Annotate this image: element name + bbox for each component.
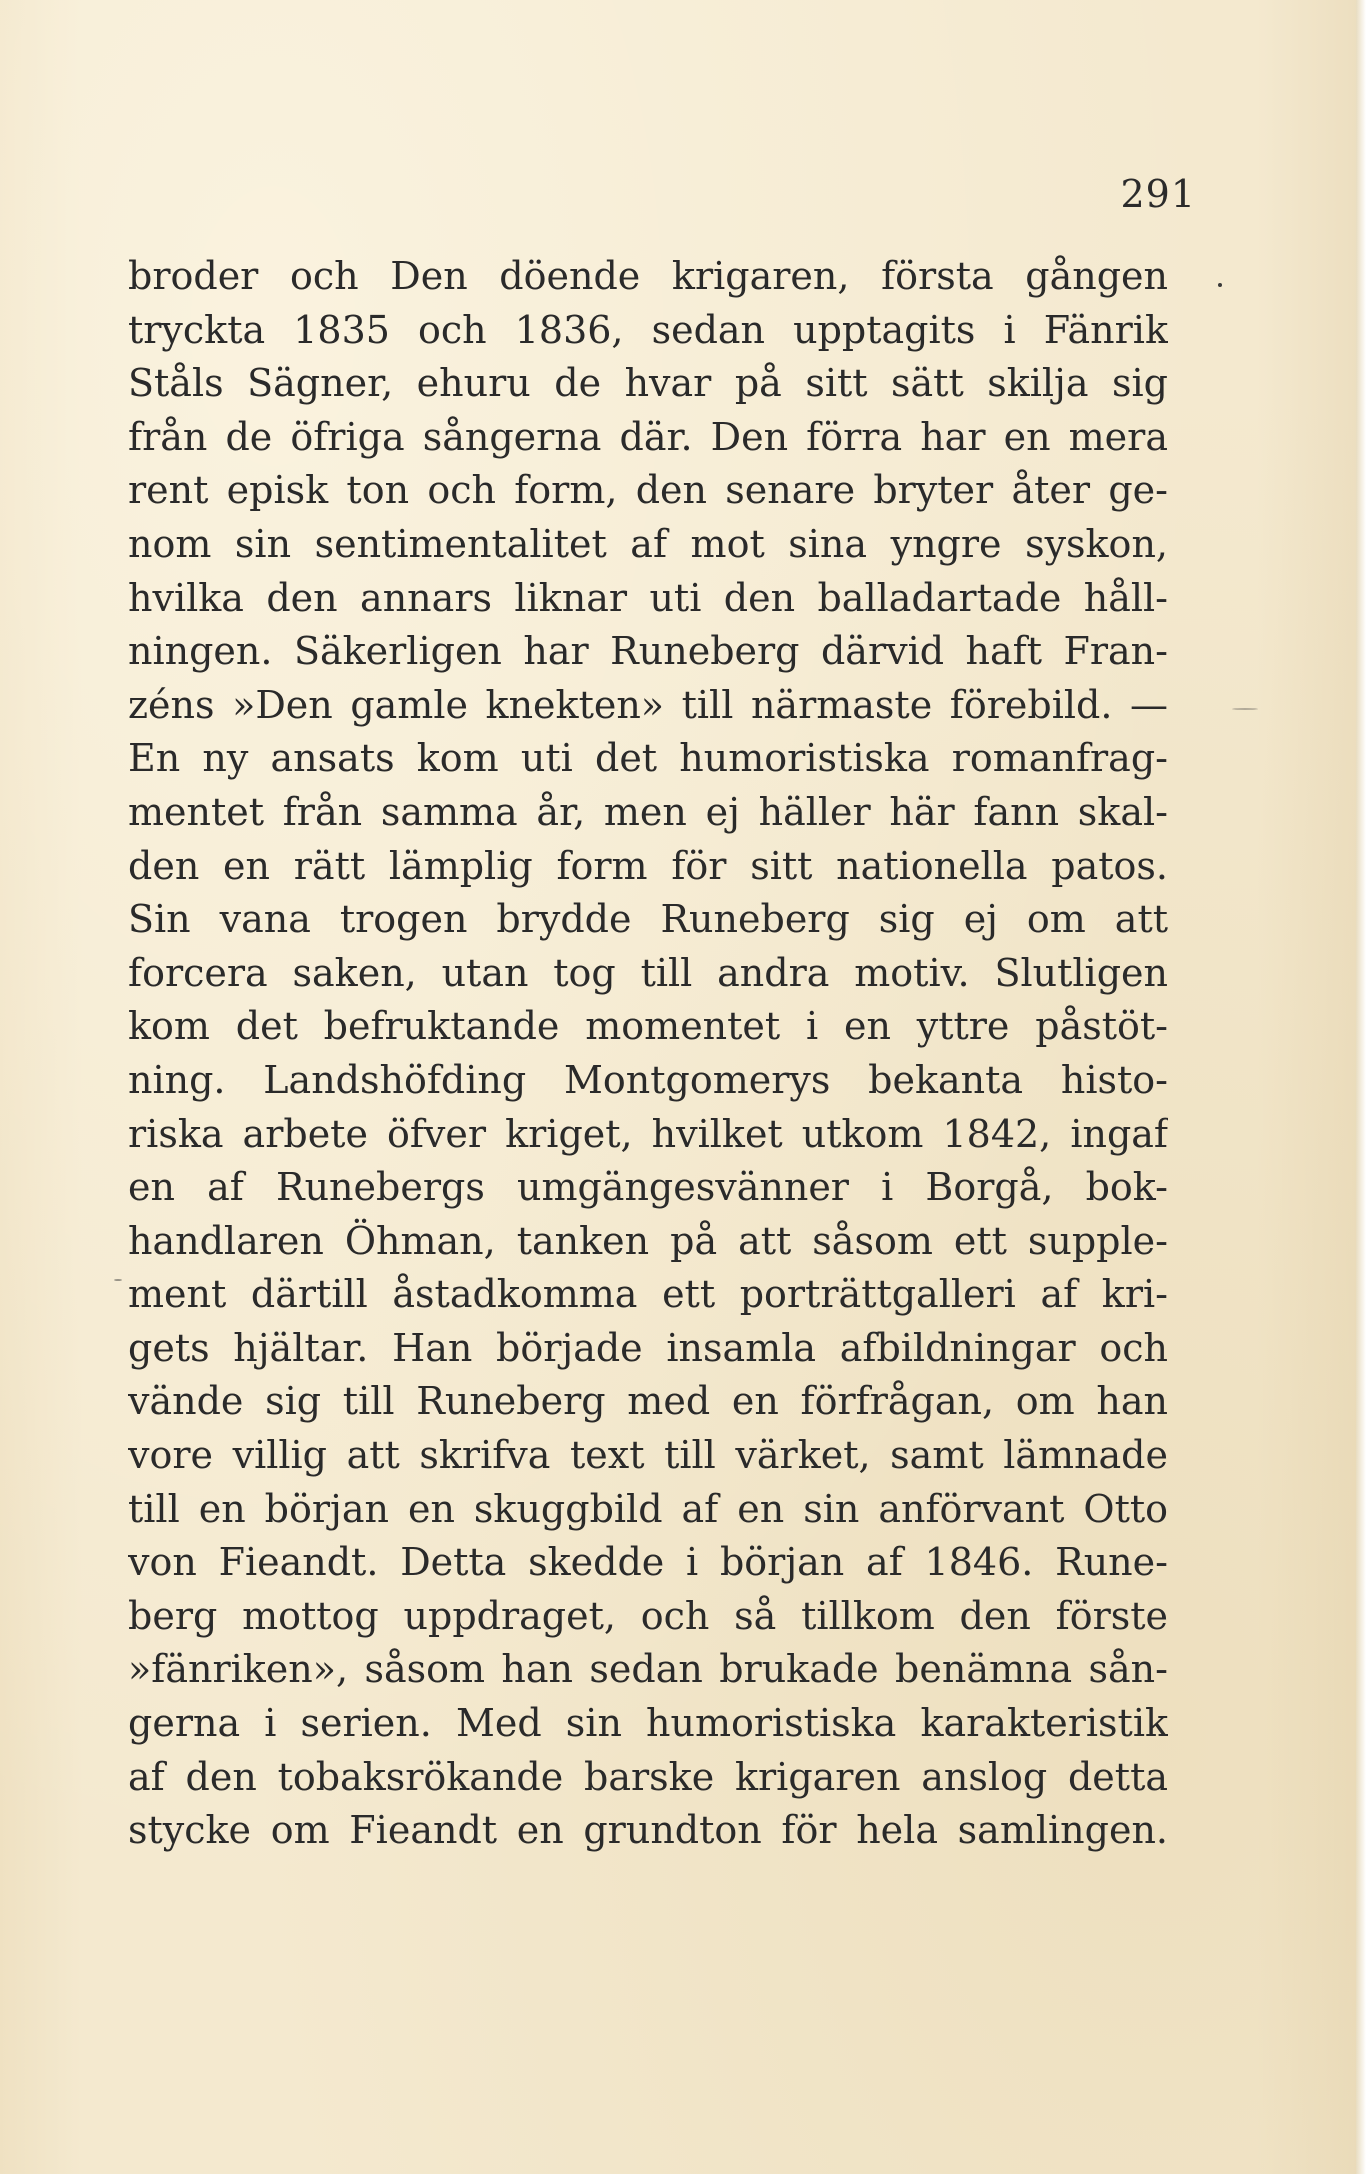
text-line: mentet från samma år, men ej häller här fann skal-: [128, 789, 1168, 834]
text-line: En ny ansats kom uti det humoristiska romanfrag-: [128, 736, 1168, 781]
text-line: riska arbete öfver kriget, hvilket utkom 1842, ingaf: [128, 1111, 1168, 1156]
ink-speck: [114, 1279, 122, 1281]
text-line: ning. Landshöfding Montgomerys bekanta histo-: [128, 1057, 1168, 1102]
text-line: vore villig att skrifva text till värket, samt lämnade: [128, 1433, 1168, 1478]
text-line: forcera saken, utan tog till andra motiv. Slutligen: [128, 950, 1168, 995]
page-number: 291: [1120, 172, 1196, 216]
text-line: gerna i serien. Med sin humoristiska karakteristik: [128, 1701, 1168, 1746]
text-line: den en rätt lämplig form för sitt nationella patos.: [128, 843, 1168, 888]
text-line: zéns »Den gamle knekten» till närmaste förebild. —: [128, 682, 1168, 727]
text-line: »fänriken», såsom han sedan brukade benämna sån-: [128, 1647, 1168, 1692]
text-line: von Fieandt. Detta skedde i början af 1846. Rune-: [128, 1540, 1168, 1585]
text-line: från de öfriga sångerna där. Den förra har en mera: [128, 414, 1168, 459]
text-line: kom det befruktande momentet i en yttre påstöt-: [128, 1004, 1168, 1049]
text-line: ningen. Säkerligen har Runeberg därvid haft Fran-: [128, 629, 1168, 674]
text-line: gets hjältar. Han började insamla afbildningar och: [128, 1325, 1168, 1370]
text-line: handlaren Öhman, tanken på att såsom ett supple-: [128, 1218, 1168, 1263]
text-line: Sin vana trogen brydde Runeberg sig ej om att: [128, 897, 1168, 942]
page-edge: [1356, 0, 1366, 2174]
ink-speck: [1232, 708, 1258, 710]
text-line: nom sin sentimentalitet af mot sina yngre syskon,: [128, 521, 1168, 566]
text-line: af den tobaksrökande barske krigaren anslog detta: [128, 1754, 1168, 1799]
text-line: stycke om Fieandt en grundton för hela samlingen.: [128, 1808, 1168, 1853]
text-line: ment därtill åstadkomma ett porträttgalleri af kri-: [128, 1272, 1168, 1317]
text-line: rent episk ton och form, den senare bryter åter ge-: [128, 468, 1168, 513]
text-line: vände sig till Runeberg med en förfrågan, om han: [128, 1379, 1168, 1424]
text-line: till en början en skuggbild af en sin anförvant Otto: [128, 1486, 1168, 1531]
body-text: [128, 250, 1168, 1858]
text-line: hvilka den annars liknar uti den balladartade håll-: [128, 575, 1168, 620]
text-line: tryckta 1835 och 1836, sedan upptagits i Fänrik: [128, 307, 1168, 352]
text-line: Ståls Sägner, ehuru de hvar på sitt sätt skilja sig: [128, 361, 1168, 406]
text-line: berg mottog uppdraget, och så tillkom den förste: [128, 1593, 1168, 1638]
text-line: en af Runebergs umgängesvänner i Borgå, bok-: [128, 1165, 1168, 1210]
ink-speck: [1218, 283, 1222, 287]
text-line: broder och Den döende krigaren, första gången: [128, 254, 1168, 298]
